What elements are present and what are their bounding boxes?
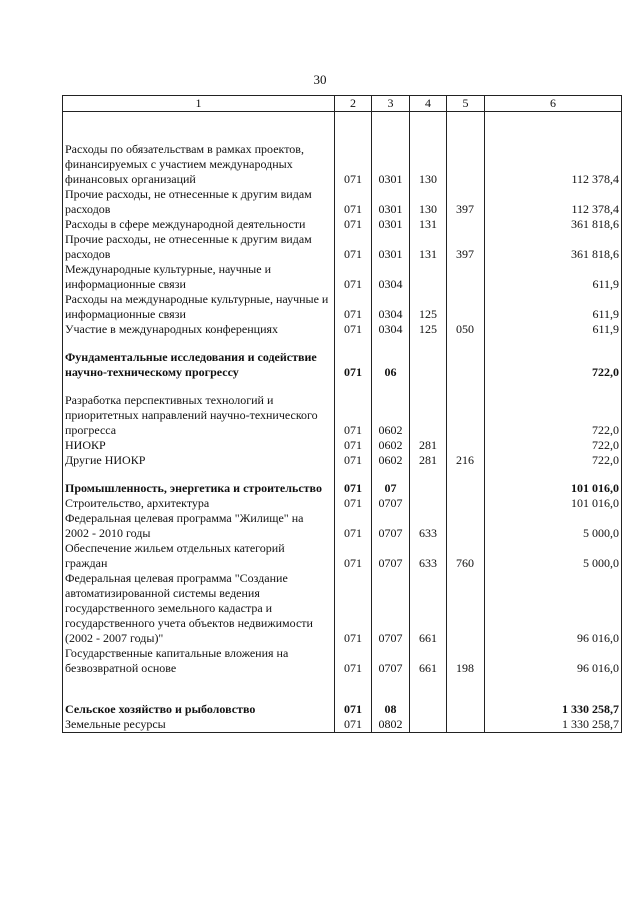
- row-target-code: 633: [410, 511, 447, 541]
- row-amount: 5 000,0: [485, 541, 622, 571]
- row-expense-type-code: [447, 468, 485, 496]
- row-amount: 611,9: [485, 322, 622, 337]
- row-section-code: 0301: [372, 112, 410, 188]
- row-amount: 112 378,4: [485, 187, 622, 217]
- row-description: Государственные капитальные вложения на безвозвратной основе: [63, 646, 335, 676]
- row-amount: 112 378,4: [485, 112, 622, 188]
- column-header: 5: [447, 96, 485, 112]
- row-amount: 722,0: [485, 380, 622, 438]
- table-row: [63, 646, 622, 676]
- row-ministry-code: 071: [335, 468, 372, 496]
- row-target-code: 125: [410, 322, 447, 337]
- row-ministry-code: 071: [335, 232, 372, 262]
- table-row: [63, 292, 622, 322]
- row-expense-type-code: 760: [447, 541, 485, 571]
- row-description: Международные культурные, научные и информационные связи: [63, 262, 335, 292]
- section-row: [63, 337, 622, 380]
- row-section-code: 0707: [372, 571, 410, 646]
- row-expense-type-code: [447, 496, 485, 511]
- row-expense-type-code: [447, 112, 485, 188]
- row-description: Расходы на международные культурные, научные и информационные связи: [63, 292, 335, 322]
- row-section-code: 0602: [372, 380, 410, 438]
- row-ministry-code: 071: [335, 112, 372, 188]
- row-description: Разработка перспективных технологий и приоритетных направлений научно-технического прогресса: [63, 380, 335, 438]
- row-section-code: 0707: [372, 496, 410, 511]
- row-ministry-code: 071: [335, 322, 372, 337]
- row-amount: 611,9: [485, 292, 622, 322]
- row-section-code: 0304: [372, 262, 410, 292]
- section-row: [63, 676, 622, 717]
- section-title: Промышленность, энергетика и строительство: [63, 468, 335, 496]
- row-target-code: 130: [410, 112, 447, 188]
- row-ministry-code: 071: [335, 337, 372, 380]
- row-ministry-code: 071: [335, 571, 372, 646]
- row-section-code: 0304: [372, 322, 410, 337]
- row-description: Земельные ресурсы: [63, 717, 335, 733]
- section-title: Сельское хозяйство и рыболовство: [63, 676, 335, 717]
- row-description: Прочие расходы, не отнесенные к другим видам расходов: [63, 187, 335, 217]
- row-amount: 1 330 258,7: [485, 676, 622, 717]
- table-row: [63, 453, 622, 468]
- row-section-code: 0602: [372, 438, 410, 453]
- row-target-code: [410, 380, 447, 438]
- row-target-code: 281: [410, 438, 447, 453]
- table-row: [63, 717, 622, 733]
- table-row: [63, 571, 622, 646]
- row-amount: 101 016,0: [485, 468, 622, 496]
- column-header: 2: [335, 96, 372, 112]
- section-title: Фундаментальные исследования и содействие научно-техническому прогрессу: [63, 337, 335, 380]
- column-header: 4: [410, 96, 447, 112]
- row-target-code: [410, 468, 447, 496]
- row-ministry-code: 071: [335, 187, 372, 217]
- row-section-code: 0707: [372, 646, 410, 676]
- row-target-code: 661: [410, 571, 447, 646]
- row-section-code: 0707: [372, 511, 410, 541]
- row-amount: 1 330 258,7: [485, 717, 622, 733]
- table-row: [63, 322, 622, 337]
- row-expense-type-code: [447, 717, 485, 733]
- row-expense-type-code: 397: [447, 187, 485, 217]
- page-number: 30: [313, 72, 327, 87]
- row-section-code: 08: [372, 676, 410, 717]
- row-expense-type-code: [447, 262, 485, 292]
- row-expense-type-code: 216: [447, 453, 485, 468]
- row-amount: 722,0: [485, 453, 622, 468]
- row-amount: 101 016,0: [485, 496, 622, 511]
- row-expense-type-code: [447, 292, 485, 322]
- row-description: Строительство, архитектура: [63, 496, 335, 511]
- row-target-code: 130: [410, 187, 447, 217]
- row-amount: 722,0: [485, 337, 622, 380]
- row-expense-type-code: [447, 438, 485, 453]
- row-target-code: 661: [410, 646, 447, 676]
- table-row: [63, 232, 622, 262]
- section-row: [63, 468, 622, 496]
- row-section-code: 06: [372, 337, 410, 380]
- row-expense-type-code: 198: [447, 646, 485, 676]
- row-description: Прочие расходы, не отнесенные к другим видам расходов: [63, 232, 335, 262]
- row-target-code: [410, 676, 447, 717]
- row-ministry-code: 071: [335, 541, 372, 571]
- row-expense-type-code: [447, 217, 485, 232]
- row-expense-type-code: [447, 511, 485, 541]
- row-target-code: 131: [410, 217, 447, 232]
- column-header: 6: [485, 96, 622, 112]
- row-target-code: [410, 337, 447, 380]
- row-expense-type-code: 397: [447, 232, 485, 262]
- row-description: Федеральная целевая программа "Жилище" на 2002 - 2010 годы: [63, 511, 335, 541]
- row-section-code: 0301: [372, 187, 410, 217]
- row-section-code: 0301: [372, 217, 410, 232]
- table-row: [63, 511, 622, 541]
- row-description: Другие НИОКР: [63, 453, 335, 468]
- row-amount: 722,0: [485, 438, 622, 453]
- row-expense-type-code: [447, 337, 485, 380]
- row-description: Расходы в сфере международной деятельности: [63, 217, 335, 232]
- row-target-code: 125: [410, 292, 447, 322]
- row-ministry-code: 071: [335, 646, 372, 676]
- row-target-code: 633: [410, 541, 447, 571]
- table-row: [63, 262, 622, 292]
- table-row: [63, 187, 622, 217]
- budget-table: [62, 95, 622, 733]
- row-target-code: 281: [410, 453, 447, 468]
- row-section-code: 0301: [372, 232, 410, 262]
- row-ministry-code: 071: [335, 511, 372, 541]
- row-target-code: 131: [410, 232, 447, 262]
- row-expense-type-code: 050: [447, 322, 485, 337]
- row-amount: 96 016,0: [485, 646, 622, 676]
- table-row: [63, 217, 622, 232]
- row-amount: 611,9: [485, 262, 622, 292]
- row-ministry-code: 071: [335, 217, 372, 232]
- row-expense-type-code: [447, 571, 485, 646]
- row-expense-type-code: [447, 676, 485, 717]
- row-amount: 96 016,0: [485, 571, 622, 646]
- row-section-code: 07: [372, 468, 410, 496]
- row-ministry-code: 071: [335, 453, 372, 468]
- row-description: Участие в международных конференциях: [63, 322, 335, 337]
- row-ministry-code: 071: [335, 676, 372, 717]
- table-row: [63, 541, 622, 571]
- column-header: 3: [372, 96, 410, 112]
- row-ministry-code: 071: [335, 292, 372, 322]
- table-row: [63, 112, 622, 188]
- table-row: [63, 496, 622, 511]
- row-amount: 361 818,6: [485, 217, 622, 232]
- row-description: Обеспечение жильем отдельных категорий граждан: [63, 541, 335, 571]
- table-row: [63, 380, 622, 438]
- row-description: Федеральная целевая программа "Создание автоматизированной системы ведения государственного земельного кадастра и государственного учета объектов недвижимости (2002 - 2007 годы)": [63, 571, 335, 646]
- row-ministry-code: 071: [335, 438, 372, 453]
- row-amount: 5 000,0: [485, 511, 622, 541]
- row-amount: 361 818,6: [485, 232, 622, 262]
- row-section-code: 0304: [372, 292, 410, 322]
- column-header: 1: [63, 96, 335, 112]
- row-ministry-code: 071: [335, 380, 372, 438]
- table-header-row: [63, 96, 622, 112]
- row-ministry-code: 071: [335, 262, 372, 292]
- row-ministry-code: 071: [335, 496, 372, 511]
- row-target-code: [410, 496, 447, 511]
- row-expense-type-code: [447, 380, 485, 438]
- row-section-code: 0707: [372, 541, 410, 571]
- row-ministry-code: 071: [335, 717, 372, 733]
- row-section-code: 0802: [372, 717, 410, 733]
- row-section-code: 0602: [372, 453, 410, 468]
- row-description: НИОКР: [63, 438, 335, 453]
- row-target-code: [410, 717, 447, 733]
- row-target-code: [410, 262, 447, 292]
- row-description: Расходы по обязательствам в рамках проектов, финансируемых с участием международных финансовых организаций: [63, 112, 335, 188]
- table-row: [63, 438, 622, 453]
